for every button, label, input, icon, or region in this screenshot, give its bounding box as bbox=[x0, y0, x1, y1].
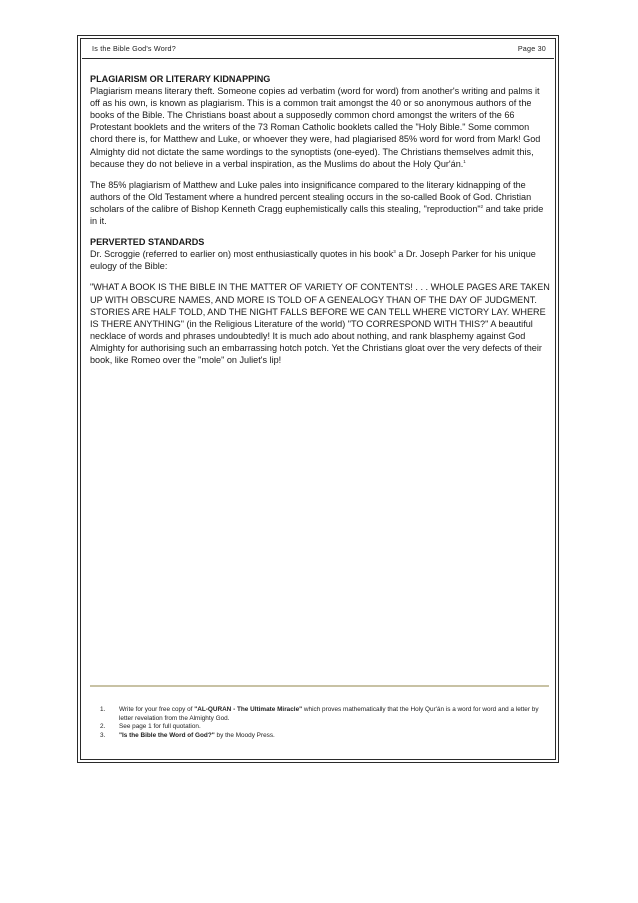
paragraph-text: a Dr. Joseph Parker for his unique eulogy of the Bible: bbox=[90, 249, 536, 272]
footnote-number: 3. bbox=[100, 731, 106, 739]
document-body bbox=[90, 73, 550, 375]
footnote-ref: 2 bbox=[480, 203, 484, 209]
footnote-item bbox=[100, 732, 548, 741]
paragraph-text: Dr. Scroggie (referred to earlier on) most enthusiastically quotes in his book bbox=[90, 249, 394, 260]
paragraph-text: The 85% plagiarism of Matthew and Luke pales into insignificance compared to the literary kidnapping of the authors of the Old Testament where a hundred percent stealing occurs in the so-called Book of God. Christian scholars of the calibre of Bishop Kenneth Cragg euphemistically calls this stealing, "reproduction" bbox=[90, 179, 532, 214]
paragraph bbox=[90, 248, 550, 272]
footnote-text bbox=[119, 732, 275, 741]
footnote-text bbox=[119, 706, 548, 723]
footnote-item bbox=[100, 723, 548, 732]
paragraph-quotation: "WHAT A BOOK IS THE BIBLE IN THE MATTER OF VARIETY OF CONTENTS! . . . WHOLE PAGES ARE TAKEN UP WITH OBSCURE NAMES, AND MORE IS TOLD OF A GENEALOGY THAN OF THE DAY OF JUDGMENT. STORIES ARE HALF TOLD, AND THE NIGHT FALLS BEFORE WE CAN TELL WHERE VICTORY LAY. WHERE IS THERE ANYTHING" (in the Religious Literature of the world) "TO CORRESPOND WITH THIS?" A beautiful necklace of words and phrases undoubtedly! It is much ado about nothing, and rank blasphemy against God Almighty for authorising such an embarrassing hotch potch. Yet the Christians gloat over the very defects of their book, like Romeo over the "mole" on Juliet's lip! bbox=[90, 282, 550, 365]
paragraph-text: and take pride in it. bbox=[90, 203, 544, 227]
paragraph-text: Plagiarism means literary theft. Someone copies ad verbatim (word for word) from another's writing and palms it off as his own, is known as plagiarism. This is a common trait amongst the 40 or so anonymous authors of the books of the Bible. The Christians boast about a supposedly common chord amongst the writers of the 66 Protestant booklets and the writers of the 73 Roman Catholic booklets called the "Holy Bible." Some common chord there is, for Matthew and Luke, or whoever they were, had plagiarised 85% word for word from Mark! God Almighty did not dictate the same wordings to the synoptists (one-eyed). The Christians themselves admit this, because they do not believe in a verbal inspiration, as the Muslims do about the Holy Qur'án. bbox=[90, 86, 541, 169]
footnote-ref: 1 bbox=[463, 158, 466, 164]
footnote-text-part: which proves mathematically that the Holy Qur'án is a word for word and a letter by letter revelation from the Almighty God. bbox=[119, 706, 539, 722]
paragraph bbox=[90, 179, 550, 227]
footnote-number: 2. bbox=[100, 723, 106, 731]
footnote-number: 1. bbox=[100, 706, 106, 713]
footnote-item bbox=[100, 706, 548, 723]
section-heading-plagiarism: PLAGIARISM OR LITERARY KIDNAPPING bbox=[90, 74, 271, 84]
page-header bbox=[92, 44, 546, 53]
page-number: Page 30 bbox=[517, 44, 546, 53]
header-title: Is the Bible God's Word? bbox=[92, 44, 176, 53]
header-divider bbox=[82, 58, 554, 59]
section-heading-perverted-standards: PERVERTED STANDARDS bbox=[90, 237, 205, 248]
footnote-divider bbox=[90, 685, 549, 687]
footnote-text-part: by the Moody Press. bbox=[214, 731, 275, 739]
footnote-text-part: Write for your free copy of bbox=[119, 706, 195, 713]
footnote-text bbox=[119, 723, 201, 732]
footnote-book-title: "AL-QURAN - The Ultimate Miracle" bbox=[194, 706, 303, 713]
paragraph bbox=[90, 85, 550, 170]
footnote-book-title: "Is the Bible the Word of God?" bbox=[119, 731, 215, 739]
footnote-text-part: See page 1 for full quotation. bbox=[119, 723, 201, 731]
footnotes bbox=[100, 706, 548, 740]
footnote-ref: 3 bbox=[393, 249, 396, 255]
